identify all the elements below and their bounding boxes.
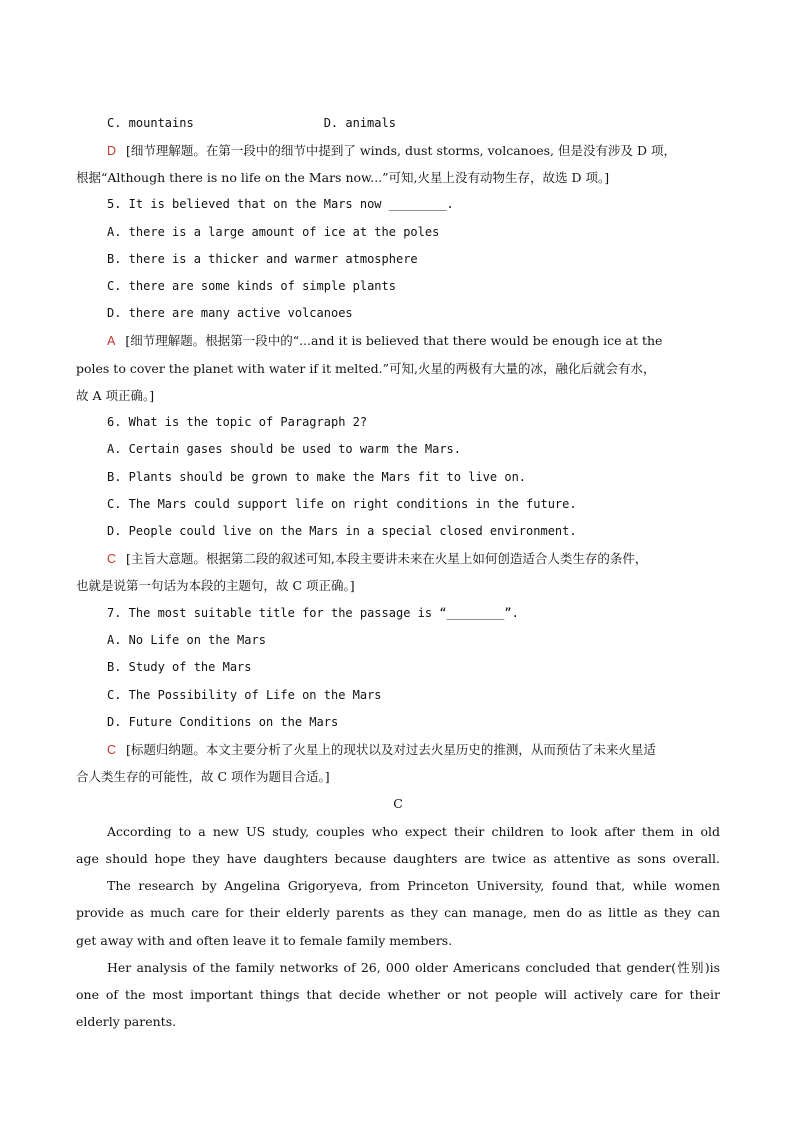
passage-c-line-3: The research by Angelina Grigoryeva, from Princeton University, found that, while women: [107, 878, 720, 893]
q4-explanation-text-1: [细节理解题。在第一段中的细节中提到了 winds, dust storms, volcanoes, 但是没有涉及 D 项，: [126, 143, 676, 158]
q5-option-a: A. there is a large amount of ice at the poles: [107, 225, 440, 239]
passage-c-line-1: According to a new US study, couples who expect their children to look after them in old: [107, 824, 720, 839]
q5-option-b: B. there is a thicker and warmer atmosphere: [107, 252, 418, 266]
passage-c-line-5: get away with and often leave it to female family members.: [76, 933, 453, 948]
q7-explanation-line-2: 合人类生存的可能性，故 C 项作为题目合适。]: [76, 769, 330, 784]
q5-option-d: D. there are many active volcanoes: [107, 306, 353, 320]
q6-explanation-line-1: [107, 545, 720, 573]
passage-c-line-6: Her analysis of the family networks of 26, 000 older Americans concluded that gender(性别)is: [107, 960, 720, 975]
passage-c-line-2: age should hope they have daughters because daughters are twice as attentive as sons overall.: [76, 851, 720, 866]
q5-explanation-line-3: 故 A 项正确。]: [76, 388, 155, 403]
q4-explanation-line-1: [107, 137, 720, 165]
passage-c-heading: C: [393, 796, 403, 811]
q7-stem: 7. The most suitable title for the passage is “________”.: [107, 606, 519, 620]
q6-answer-letter: C: [107, 552, 117, 566]
q6-option-d: D. People could live on the Mars in a special closed environment.: [107, 524, 577, 538]
q5-stem: 5. It is believed that on the Mars now ________.: [107, 197, 454, 211]
passage-c-line-4: provide as much care for their elderly parents as they can manage, men do as little as they can: [76, 905, 720, 920]
q7-explanation-text-1: [标题归纳题。本文主要分析了火星上的现状以及对过去火星历史的推测，从而预估了未来火星适: [126, 742, 656, 757]
q5-answer-letter: A: [107, 334, 116, 348]
q4-option-c: C. mountains: [107, 116, 194, 130]
q7-option-b: B. Study of the Mars: [107, 660, 252, 674]
q4-explanation-line-2: 根据“Although there is no life on the Mars now...”可知,火星上没有动物生存，故选 D 项。]: [76, 170, 610, 185]
q4-options-row: [107, 110, 720, 137]
q5-option-c: C. there are some kinds of simple plants: [107, 279, 396, 293]
q5-explanation-line-1: [107, 327, 720, 355]
q6-explanation-line-2: 也就是说第一句话为本段的主题句，故 C 项正确。]: [76, 578, 355, 593]
q6-option-b: B. Plants should be grown to make the Mars fit to live on.: [107, 470, 527, 484]
q6-option-a: A. Certain gases should be used to warm the Mars.: [107, 442, 462, 456]
q7-explanation-line-1: [107, 736, 720, 764]
q6-option-c: C. The Mars could support life on right conditions in the future.: [107, 497, 577, 511]
q7-answer-letter: C: [107, 743, 117, 757]
passage-c-line-7: one of the most important things that decide whether or not people will actively care for their: [76, 987, 720, 1002]
q4-answer-letter: D: [107, 144, 117, 158]
passage-c-line-8: elderly parents.: [76, 1014, 177, 1029]
q6-explanation-text-1: [主旨大意题。根据第二段的叙述可知,本段主要讲未来在火星上如何创造适合人类生存的条件，: [126, 551, 648, 566]
q5-explanation-line-2: poles to cover the planet with water if it melted.”可知,火星的两极有大量的冰，融化后就会有水，: [76, 361, 656, 376]
q6-stem: 6. What is the topic of Paragraph 2?: [107, 415, 368, 429]
q5-explanation-text-1: [细节理解题。根据第一段中的“...and it is believed that there would be enough ice at the: [125, 333, 663, 348]
q4-option-d: D. animals: [323, 116, 396, 130]
q7-option-c: C. The Possibility of Life on the Mars: [107, 688, 382, 702]
q7-option-d: D. Future Conditions on the Mars: [107, 715, 339, 729]
q7-option-a: A. No Life on the Mars: [107, 633, 266, 647]
